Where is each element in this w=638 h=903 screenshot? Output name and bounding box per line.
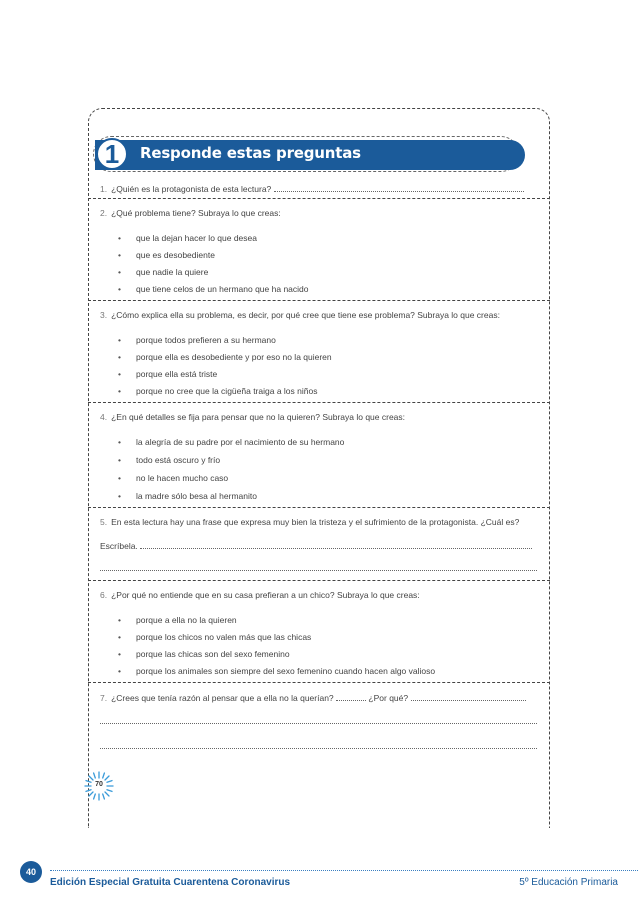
question-text: Escríbela. xyxy=(100,541,138,551)
question-5-write xyxy=(100,540,532,551)
option-item[interactable] xyxy=(118,473,228,483)
section-number: 1 xyxy=(96,138,128,170)
separator xyxy=(88,682,550,683)
question-text: En esta lectura hay una frase que expresa muy bien la tristeza y el sufrimiento de la protagonista. ¿Cuál es? xyxy=(111,517,520,527)
option-item[interactable] xyxy=(118,437,344,447)
option-text: porque ella está triste xyxy=(136,369,218,379)
question-text: ¿Qué problema tiene? Subraya lo que creas: xyxy=(111,208,281,218)
separator xyxy=(88,198,550,199)
option-text: no le hacen mucho caso xyxy=(136,473,229,483)
question-1 xyxy=(100,183,524,194)
option-item[interactable] xyxy=(118,386,317,396)
question-6 xyxy=(100,590,420,600)
option-text: porque los chicos no valen más que las chicas xyxy=(136,632,312,642)
option-text: la alegría de su padre por el nacimiento de su hermano xyxy=(136,437,345,447)
option-text: porque los animales son siempre del sexo femenino cuando hacen algo valioso xyxy=(136,666,436,676)
option-text: la madre sólo besa al hermanito xyxy=(136,491,257,501)
bullet-icon: • xyxy=(118,352,121,362)
bullet-icon: • xyxy=(118,437,121,447)
option-text: que nadie la quiere xyxy=(136,267,209,277)
bullet-icon: • xyxy=(118,649,121,659)
bullet-icon: • xyxy=(118,250,121,260)
question-text: ¿Por qué? xyxy=(368,693,409,703)
option-item[interactable] xyxy=(118,632,311,642)
separator xyxy=(88,580,550,581)
option-item[interactable] xyxy=(118,335,276,345)
bullet-icon: • xyxy=(118,666,121,676)
bullet-icon: • xyxy=(118,491,121,501)
option-item[interactable] xyxy=(118,233,257,243)
footer-edition: Edición Especial Gratuita Cuarentena Coronavirus xyxy=(50,877,291,888)
question-number: 5. xyxy=(100,517,108,527)
question-number: 6. xyxy=(100,590,108,600)
option-item[interactable] xyxy=(118,491,257,501)
option-item[interactable] xyxy=(118,649,290,659)
bullet-icon: • xyxy=(118,386,121,396)
option-item[interactable] xyxy=(118,284,309,294)
answer-line[interactable] xyxy=(100,748,537,749)
option-item[interactable] xyxy=(118,455,220,465)
option-item[interactable] xyxy=(118,250,215,260)
page-number: 40 xyxy=(20,861,42,883)
question-number: 7. xyxy=(100,693,108,703)
section-title: Responde estas preguntas xyxy=(140,144,361,162)
question-number: 2. xyxy=(100,208,108,218)
answer-line[interactable] xyxy=(336,692,366,701)
option-text: que es desobediente xyxy=(136,250,215,260)
question-2 xyxy=(100,208,281,218)
answer-line[interactable] xyxy=(100,723,537,724)
option-item[interactable] xyxy=(118,352,332,362)
question-number: 3. xyxy=(100,310,108,320)
question-number: 4. xyxy=(100,412,108,422)
bullet-icon: • xyxy=(118,335,121,345)
option-text: porque no cree que la cigüeña traiga a los niños xyxy=(136,386,318,396)
option-text: que la dejan hacer lo que desea xyxy=(136,233,257,243)
separator xyxy=(88,402,550,403)
question-text: ¿Quién es la protagonista de esta lectura? xyxy=(111,184,272,194)
question-text: ¿Por qué no entiende que en su casa prefieran a un chico? Subraya lo que creas: xyxy=(111,590,420,600)
option-item[interactable] xyxy=(118,615,237,625)
bullet-icon: • xyxy=(118,267,121,277)
option-text: porque ella es desobediente y por eso no la quieren xyxy=(136,352,332,362)
bullet-icon: • xyxy=(118,473,121,483)
option-text: que tiene celos de un hermano que ha nacido xyxy=(136,284,309,294)
question-text: ¿Cómo explica ella su problema, es decir, por qué cree que tiene ese problema? Subraya lo que creas: xyxy=(111,310,500,320)
bullet-icon: • xyxy=(118,284,121,294)
question-7 xyxy=(100,692,526,703)
badge-number: 70 xyxy=(95,781,103,788)
bullet-icon: • xyxy=(118,455,121,465)
answer-line[interactable] xyxy=(100,570,537,571)
bullet-icon: • xyxy=(118,233,121,243)
option-text: porque las chicas son del sexo femenino xyxy=(136,649,290,659)
footer-grade: 5º Educación Primaria xyxy=(519,877,618,888)
question-4 xyxy=(100,412,405,422)
option-item[interactable] xyxy=(118,666,435,676)
question-3 xyxy=(100,310,500,320)
answer-line[interactable] xyxy=(274,183,524,192)
question-number: 1. xyxy=(100,184,108,194)
bullet-icon: • xyxy=(118,369,121,379)
question-text: ¿En qué detalles se fija para pensar que no la quieren? Subraya lo que creas: xyxy=(111,412,406,422)
option-item[interactable] xyxy=(118,369,217,379)
option-text: porque todos prefieren a su hermano xyxy=(136,335,276,345)
question-5 xyxy=(100,517,519,527)
separator xyxy=(88,507,550,508)
bullet-icon: • xyxy=(118,615,121,625)
separator xyxy=(88,300,550,301)
option-text: todo está oscuro y frío xyxy=(136,455,221,465)
answer-line[interactable] xyxy=(140,540,532,549)
question-text: ¿Crees que tenía razón al pensar que a ella no la querían? xyxy=(111,693,334,703)
option-text: porque a ella no la quieren xyxy=(136,615,237,625)
footer-divider xyxy=(50,870,638,871)
bullet-icon: • xyxy=(118,632,121,642)
option-item[interactable] xyxy=(118,267,208,277)
answer-line[interactable] xyxy=(411,692,526,701)
